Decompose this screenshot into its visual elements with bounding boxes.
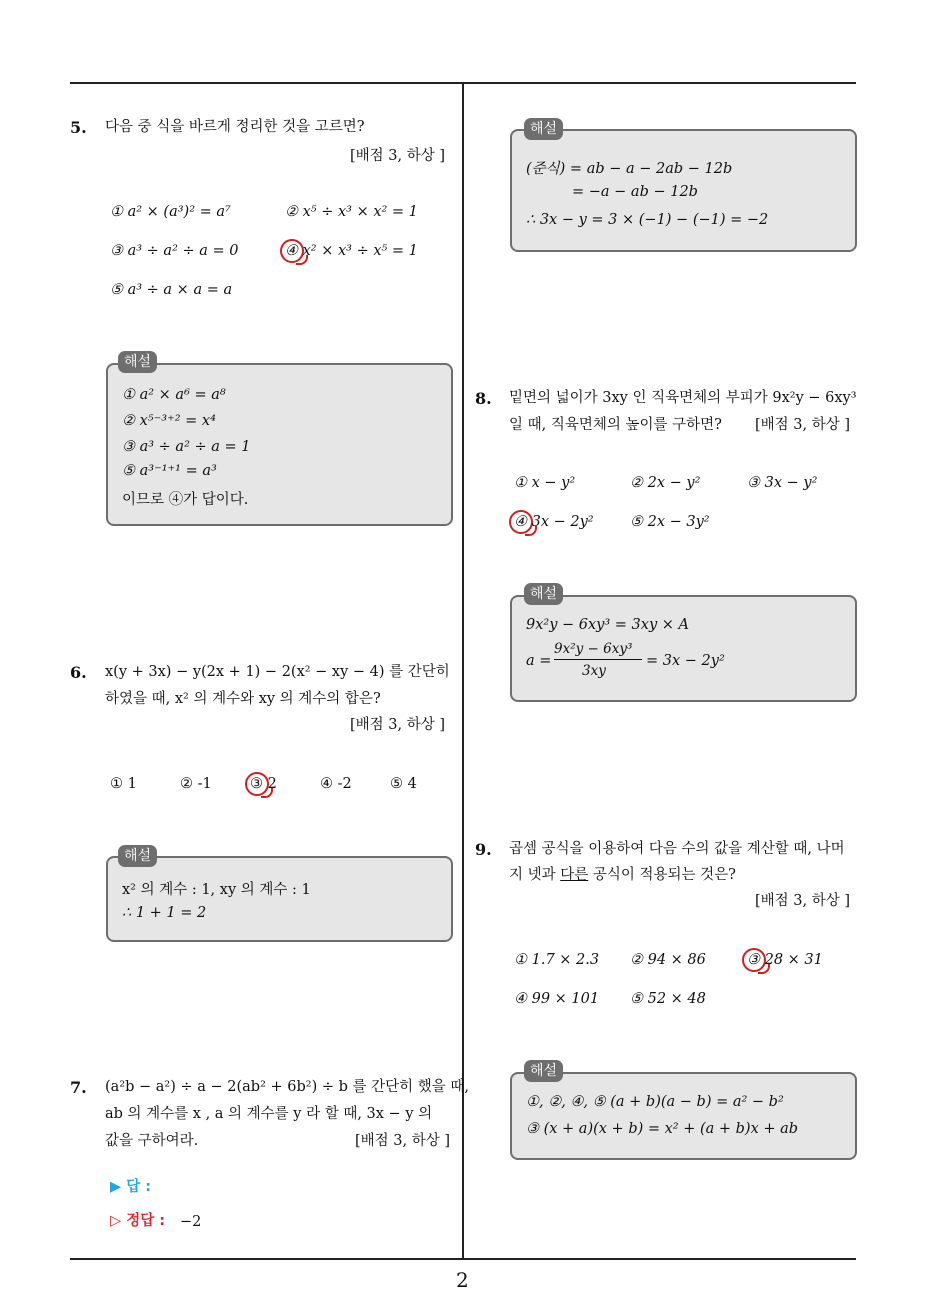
- solution-line: 이므로 ④가 답이다.: [122, 492, 249, 508]
- solution-label: 해설: [524, 583, 563, 605]
- choice-1[interactable]: ① a² × (a³)² = a⁷: [110, 204, 231, 220]
- solution-line: ∴ 3x − y = 3 × (−1) − (−1) = −2: [526, 212, 769, 228]
- choice-3[interactable]: ③ a³ ÷ a² ÷ a = 0: [110, 243, 239, 259]
- question-number: 5.: [70, 118, 87, 137]
- score-meta: [배점 3, 하상 ]: [755, 893, 851, 909]
- answer-label: ▶ 답 :: [110, 1179, 152, 1195]
- solution-label: 해설: [118, 351, 157, 373]
- choice-5[interactable]: ⑤ a³ ÷ a × a = a: [110, 282, 233, 298]
- correct-answer-value: −2: [180, 1214, 202, 1230]
- solution-line: (준식) = ab − a − 2ab − 12b: [526, 161, 733, 177]
- q7-solution-box: [510, 129, 857, 252]
- choice-4[interactable]: ④ 3x − 2y²: [514, 514, 594, 530]
- question-text-line3: 값을 구하여라.: [105, 1133, 199, 1149]
- choice-1[interactable]: ① x − y²: [514, 475, 576, 491]
- solution-line: a =: [526, 653, 552, 669]
- bottom-rule: [70, 1258, 856, 1260]
- choice-5[interactable]: ⑤ 52 × 48: [630, 991, 706, 1007]
- question-text-line1: 밑면의 넓이가 3xy 인 직육면체의 부피가 9x²y − 6xy³: [509, 390, 857, 406]
- solution-box: [106, 856, 453, 942]
- solution-label: 해설: [524, 1060, 563, 1082]
- solution-label: 해설: [118, 845, 157, 867]
- question-number: 6.: [70, 663, 87, 682]
- choice-2[interactable]: ② -1: [180, 776, 212, 792]
- solution-line: ① a² × a⁶ = a⁸: [122, 387, 226, 403]
- choice-2[interactable]: ② 94 × 86: [630, 952, 706, 968]
- choice-3[interactable]: ③ 3x − y²: [747, 475, 818, 491]
- solution-line: = −a − ab − 12b: [572, 184, 698, 200]
- choice-2[interactable]: ② x⁵ ÷ x³ × x² = 1: [285, 204, 418, 220]
- question-text-line2: 지 넷과 다른 공식이 적용되는 것은?: [509, 867, 736, 883]
- question-text-line1: 곱셈 공식을 이용하여 다음 수의 값을 계산할 때, 나머: [509, 841, 845, 857]
- question-text-line1: x(y + 3x) − y(2x + 1) − 2(x² − xy − 4) 를 간단히: [105, 664, 450, 680]
- solution-line: ∴ 1 + 1 = 2: [122, 905, 207, 921]
- solution-line: = 3x − 2y²: [646, 653, 725, 669]
- q7-solution-label: 해설: [524, 118, 563, 140]
- choice-5[interactable]: ⑤ 2x − 3y²: [630, 514, 710, 530]
- choice-4[interactable]: ④ x² × x³ ÷ x⁵ = 1: [285, 243, 418, 259]
- solution-line: ③ a³ ÷ a² ÷ a = 1: [122, 439, 251, 455]
- underlined-word: 다른: [560, 867, 589, 883]
- score-meta: [배점 3, 하상 ]: [350, 717, 446, 733]
- choice-3[interactable]: ③ 28 × 31: [747, 952, 823, 968]
- choice-5[interactable]: ⑤ 4: [390, 776, 417, 792]
- solution-line: ② x⁵⁻³⁺² = x⁴: [122, 413, 216, 429]
- score-meta: [배점 3, 하상 ]: [355, 1133, 451, 1149]
- solution-line: x² 의 계수 : 1, xy 의 계수 : 1: [122, 882, 311, 898]
- solution-line: ⑤ a³⁻¹⁺¹ = a³: [122, 463, 217, 479]
- solution-line: ③ (x + a)(x + b) = x² + (a + b)x + ab: [526, 1121, 799, 1137]
- choice-4[interactable]: ④ 99 × 101: [514, 991, 600, 1007]
- score-meta: [배점 3, 하상 ]: [350, 148, 446, 164]
- question-text-line2: 하였을 때, x² 의 계수와 xy 의 계수의 합은?: [105, 691, 381, 707]
- choice-4[interactable]: ④ -2: [320, 776, 352, 792]
- score-meta: [배점 3, 하상 ]: [755, 417, 851, 433]
- question-number: 8.: [475, 389, 492, 408]
- choice-2[interactable]: ② 2x − y²: [630, 475, 701, 491]
- solution-line: ①, ②, ④, ⑤ (a + b)(a − b) = a² − b²: [526, 1094, 784, 1110]
- question-text-line1: (a²b − a²) ÷ a − 2(ab² + 6b²) ÷ b 를 간단히 했을 때,: [105, 1079, 469, 1095]
- solution-line: 9x²y − 6xy³ = 3xy × A: [526, 617, 689, 633]
- page-number: 2: [456, 1268, 469, 1292]
- choice-3[interactable]: ③ 2: [250, 776, 277, 792]
- question-text-line2: 일 때, 직육면체의 높이를 구하면?: [509, 417, 722, 433]
- fraction-numerator: 9x²y − 6xy³: [554, 641, 633, 657]
- question-number: 9.: [475, 840, 492, 859]
- solution-box: [106, 363, 453, 526]
- question-text: 다음 중 식을 바르게 정리한 것을 고르면?: [105, 119, 365, 135]
- solution-box: [510, 1072, 857, 1160]
- correct-answer-label: ▷ 정답 :: [110, 1213, 166, 1229]
- choice-1[interactable]: ① 1.7 × 2.3: [514, 952, 600, 968]
- question-text-line2: ab 의 계수를 x , a 의 계수를 y 라 할 때, 3x − y 의: [105, 1106, 433, 1122]
- fraction-bar: [554, 659, 642, 660]
- fraction-denominator: 3xy: [582, 663, 606, 679]
- choice-1[interactable]: ① 1: [110, 776, 137, 792]
- solution-box: [510, 595, 857, 702]
- question-number: 7.: [70, 1078, 87, 1097]
